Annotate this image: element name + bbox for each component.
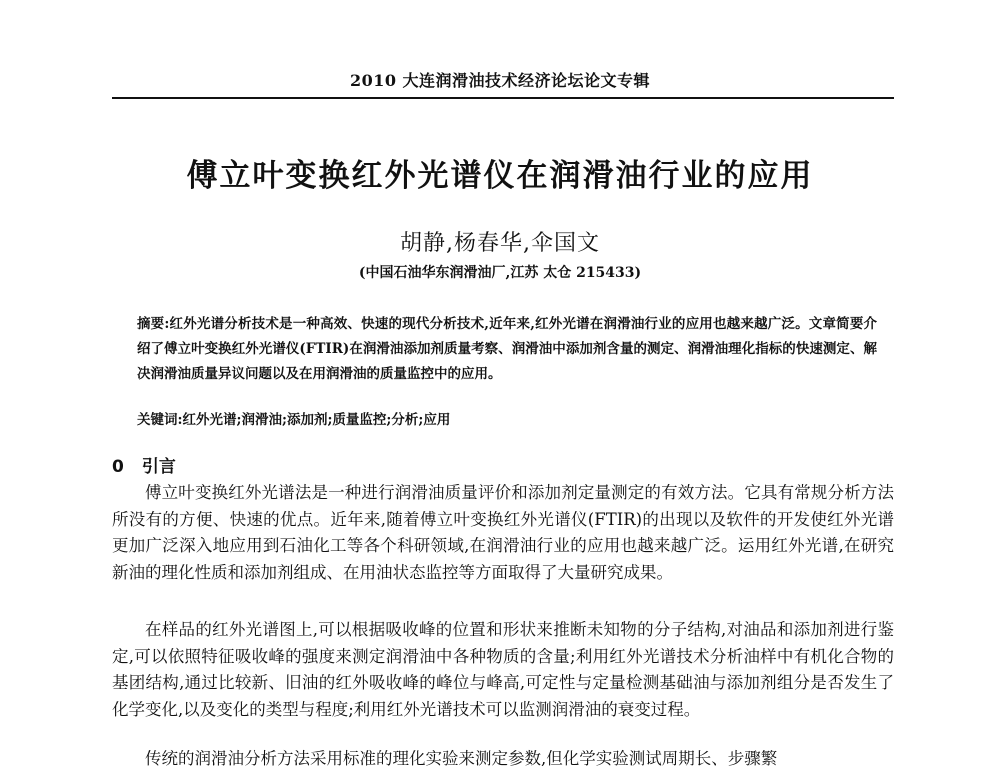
- keywords-label: 关键词:: [137, 412, 183, 428]
- paper-authors: 胡静,杨春华,伞国文: [400, 231, 600, 256]
- keywords: [137, 408, 877, 428]
- header-divider: [112, 97, 894, 99]
- abstract: [137, 312, 877, 387]
- abstract-label: 摘要:: [137, 316, 170, 332]
- paper-affiliation: (中国石油华东润滑油厂,江苏 太仓 215433): [358, 265, 642, 281]
- abstract-text: 红外光谱分析技术是一种高效、快速的现代分析技术,近年来,红外光谱在润滑油行业的应用也越来越广泛。文章简要介绍了傅立叶变换红外光谱仪(FTIR)在润滑油添加剂质量考察、润滑油中添加剂含量的测定、润滑油理化指标的快速测定、解决润滑油质量异议问题以及在用润滑油的质量监控中的应用。: [137, 316, 877, 382]
- section-number: 0: [112, 457, 124, 477]
- section-heading-introduction: [112, 452, 176, 477]
- section-title: 引言: [141, 457, 176, 477]
- body-paragraph-2: 在样品的红外光谱图上,可以根据吸收峰的位置和形状来推断未知物的分子结构,对油品和添加剂进行鉴定,可以依照特征吸收峰的强度来测定润滑油中各种物质的含量;利用红外光谱技术分析油样中有机化合物的基团结构,通过比较新、旧油的红外吸收峰的峰位与峰高,可定性与定量检测基础油与添加剂组分是否发生了化学变化,以及变化的类型与程度;利用红外光谱技术可以监测润滑油的衰变过程。: [112, 620, 894, 719]
- body-paragraph-1: 傅立叶变换红外光谱法是一种进行润滑油质量评价和添加剂定量测定的有效方法。它具有常规分析方法所没有的方便、快速的优点。近年来,随着傅立叶变换红外光谱仪(FTIR)的出现以及软件的开发使红外光谱更加广泛深入地应用到石油化工等各个科研领域,在润滑油行业的应用也越来越广泛。运用红外光谱,在研究新油的理化性质和添加剂组成、在用油状态监控等方面取得了大量研究成果。: [112, 483, 894, 582]
- body-paragraph-3: 传统的润滑油分析方法采用标准的理化实验来测定参数,但化学实验测试周期长、步骤繁: [145, 749, 778, 768]
- keywords-text: 红外光谱;润滑油;添加剂;质量监控;分析;应用: [182, 412, 451, 428]
- running-header: 2010 大连润滑油技术经济论坛论文专辑: [349, 71, 651, 90]
- paper-title: 傅立叶变换红外光谱仪在润滑油行业的应用: [186, 158, 814, 194]
